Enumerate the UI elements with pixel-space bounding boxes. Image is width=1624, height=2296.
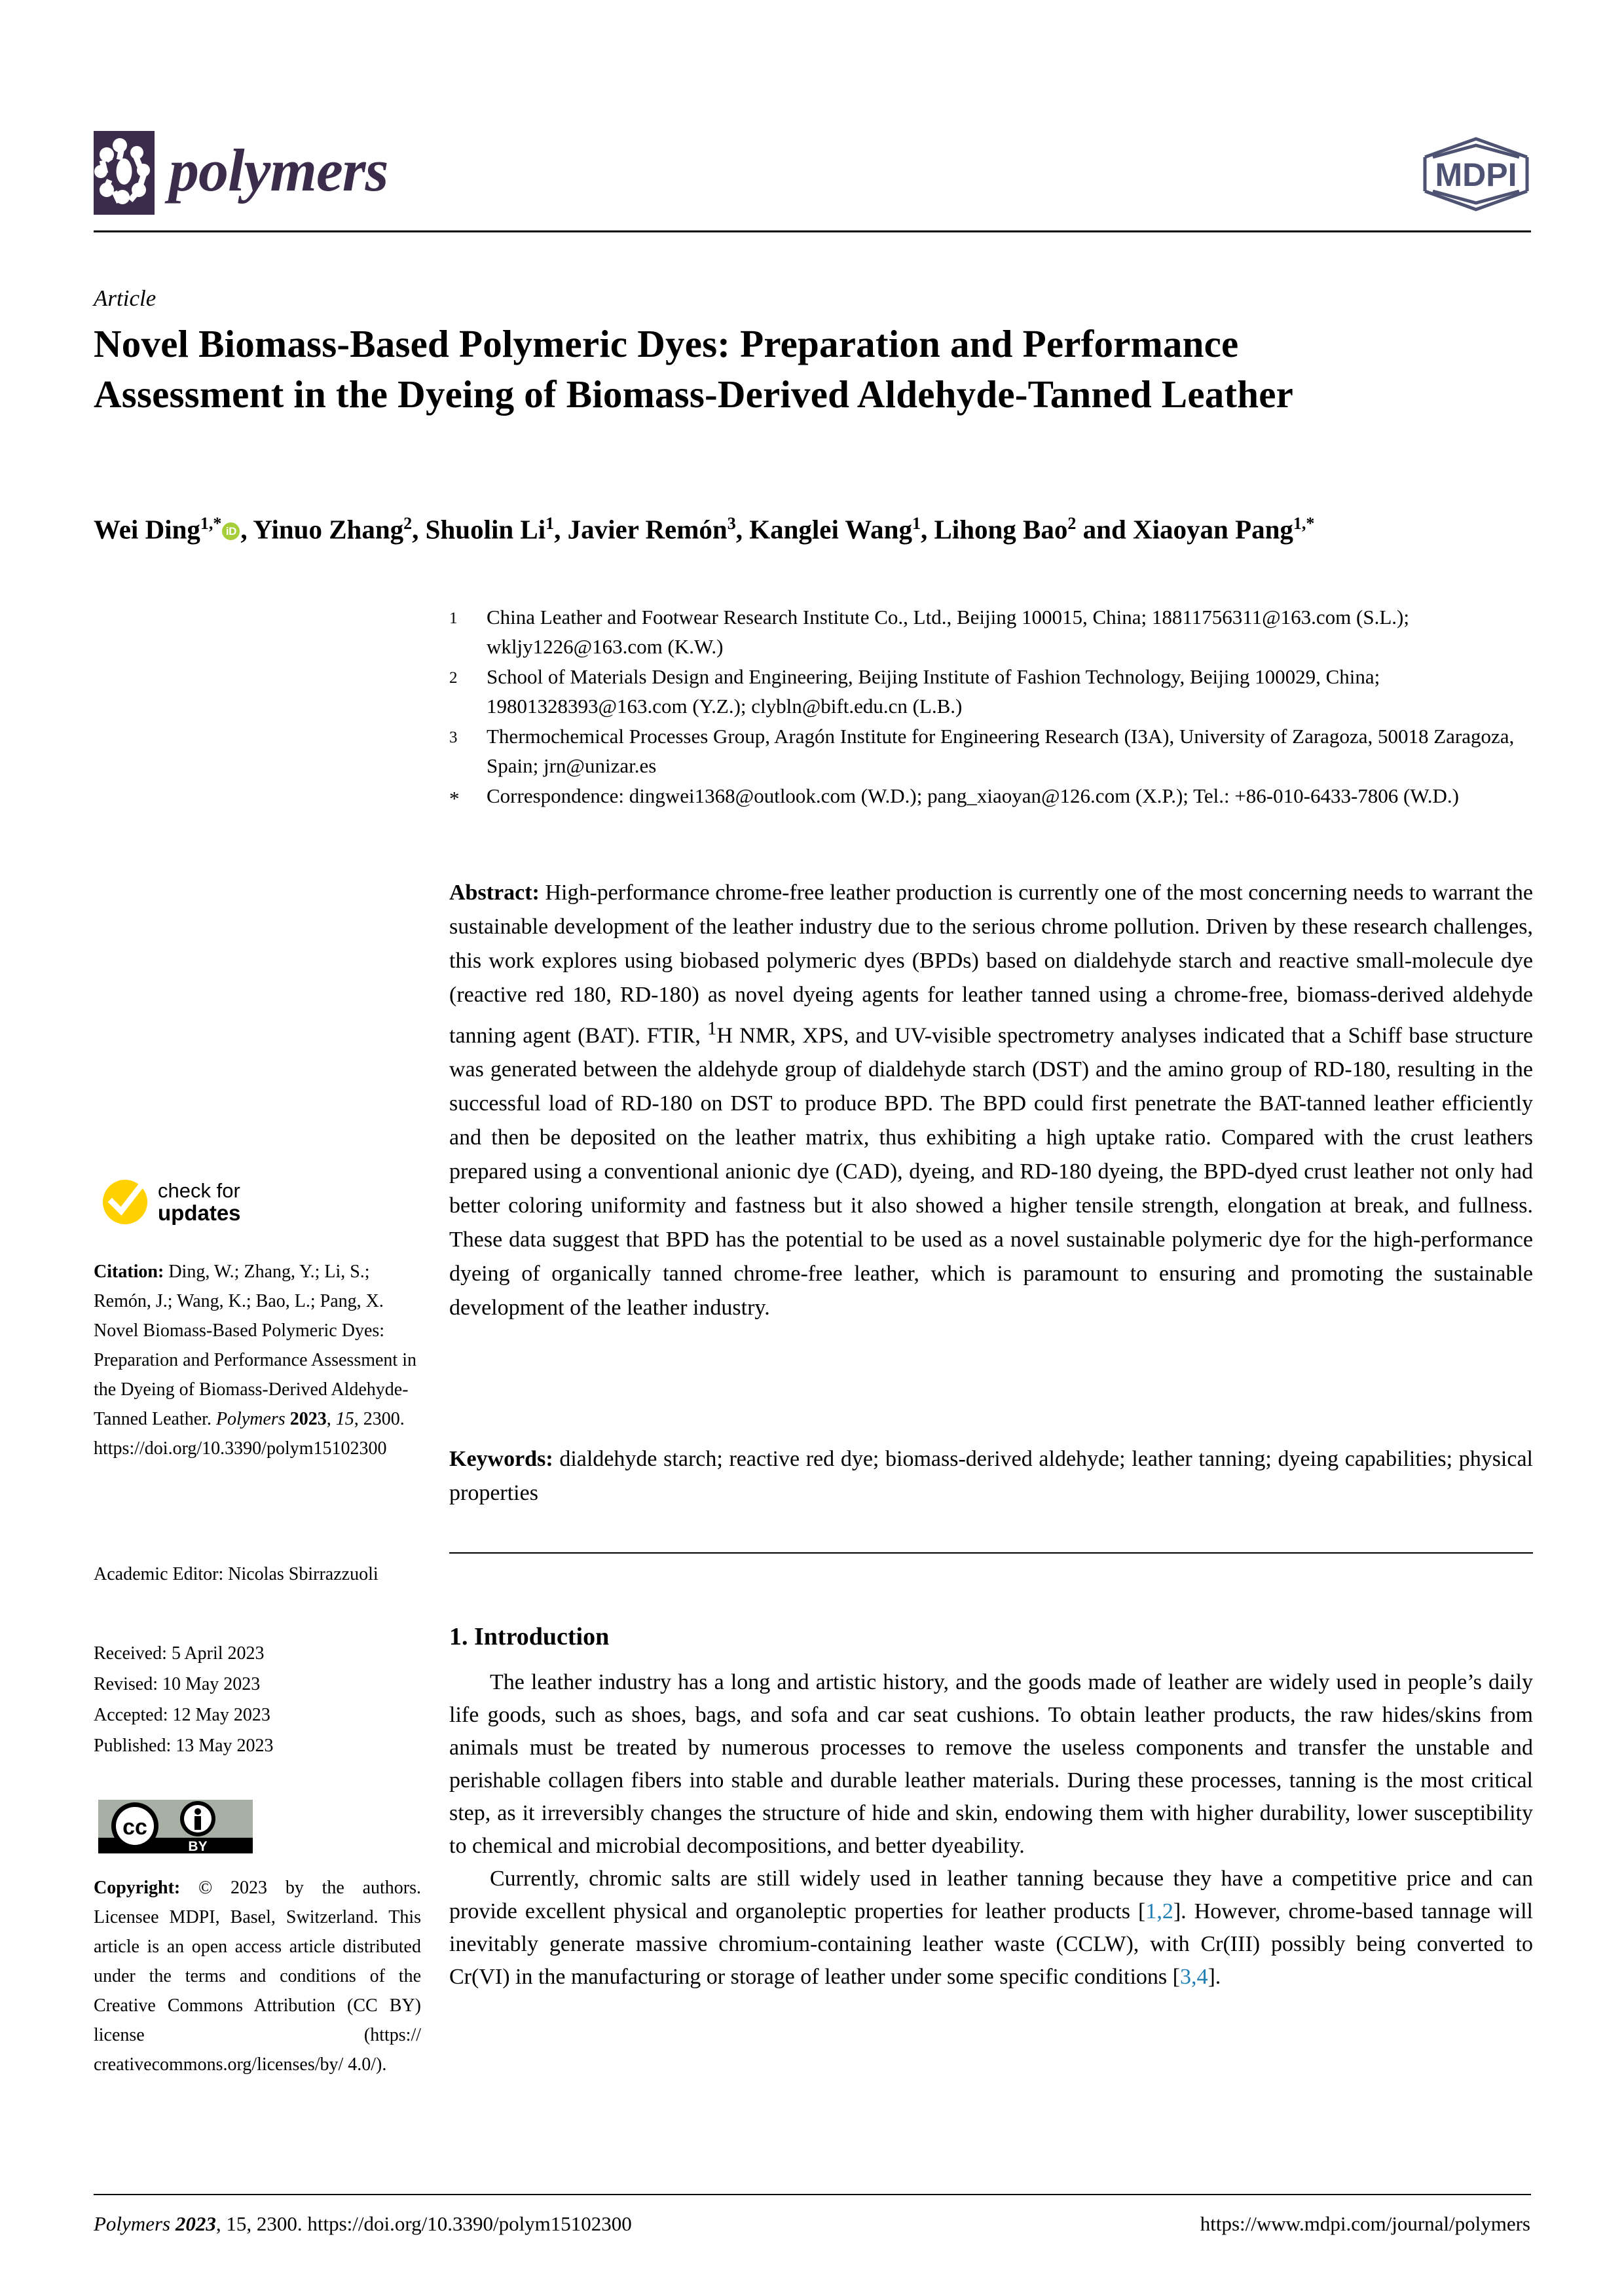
cc-by-license-icon[interactable] [98,1800,253,1853]
abstract-label: Abstract: [449,881,540,905]
keywords-block [449,1442,1533,1510]
author-name: Wei Ding [94,514,200,545]
affiliation-item [449,662,1533,721]
author-affil-marker: 1,* [1293,514,1315,533]
author-name: Xiaoyan Pang [1133,514,1293,545]
article-type-label: Article [94,285,157,311]
abstract-block [449,876,1533,1325]
citation-authors-title: Ding, W.; Zhang, Y.; Li, S.; Remón, J.; Wang, K.; Bao, L.; Pang, X. Novel Biomass-Based Polymeric Dyes: Preparation and Performance Assessment in the Dyeing of Biomass-Derived Aldehyde-Tanned Leather. [94,1262,416,1429]
affiliation-text: School of Materials Design and Engineering, Beijing Institute of Fashion Technology, Beijing 100029, China; 19801328393@163.com (Y.Z.); clybln@bift.edu.cn (L.B.) [487,665,1380,718]
citation-comma2: , [354,1409,363,1429]
svg-text:BY: BY [188,1839,208,1853]
check-for-updates-badge[interactable] [101,1178,241,1226]
affiliation-marker: 2 [449,669,458,687]
correspondence-text: Correspondence: dingwei1368@outlook.com (W.D.); pang_xiaoyan@126.com (X.P.); Tel.: +86-010-6433-7806 (W.D.) [487,784,1459,807]
check-circle-icon [101,1178,149,1226]
date-published: Published: 13 May 2023 [94,1736,274,1756]
author-affil-marker: 1 [545,514,555,533]
citation-journal: Polymers [215,1409,286,1429]
paragraph-text-b: ]. However, chrome-based tannage will inevitably generate massive chromium-containing leather waste (CCLW), with Cr(III) possibly being converted to Cr(VI) in the manufacturing or storage of leather under some specific conditions [ [449,1899,1533,1989]
author-affil-marker: 1 [912,514,921,533]
date-accepted: Accepted: 12 May 2023 [94,1705,270,1725]
affiliation-item [449,602,1533,661]
keywords-text: dialdehyde starch; reactive red dye; biomass-derived aldehyde; leather tanning; dyeing capabilities; physical properties [449,1447,1534,1505]
footer-divider [94,2194,1531,2195]
check-updates-line2: updates [158,1201,241,1225]
paragraph-text-c: ]. [1208,1965,1221,1989]
publication-dates [94,1638,421,1761]
journal-logo [94,131,388,215]
svg-text:cc: cc [122,1815,147,1840]
keywords-label: Keywords: [449,1447,553,1471]
header-divider [94,230,1531,232]
polymers-logo-icon [94,131,155,215]
citation-label: Citation: [94,1262,164,1282]
author-name: Kanglei Wang [749,514,912,545]
author-name: Javier Remón [567,514,728,545]
affiliation-text: China Leather and Footwear Research Institute Co., Ltd., Beijing 100015, China; 18811756311@163.com (S.L.); wkljy1226@163.com (K.W.) [487,606,1409,658]
author-name: Yinuo Zhang [253,514,404,545]
author-name: Lihong Bao [934,514,1068,545]
abstract-text-part2: H NMR, XPS, and UV-visible spectrometry analyses indicated that a Schiff base structure was generated between the aldehyde group of dialdehyde starch (DST) and the amino group of RD-180, resulting in the successful load of RD-180 on DST to produce BPD. The BPD could first penetrate the BAT-tanned leather efficiently and then be deposited on the leather matrix, thus exhibiting a high uptake ratio. Compared with the crust leathers prepared using a conventional anionic dye (CAD), dyeing, and RD-180 dyeing, the BPD-dyed crust leather not only had better coloring uniformity and fastness but it also showed a higher tensile strength, elongation at break, and fullness. These data suggest that BPD has the potential to be used as a novel sustainable polymeric dye for the high-performance dyeing of organically tanned chrome-free leather, which is paramount to ensuring and promoting the sustainable development of the leather industry. [449,1023,1533,1321]
paragraph: The leather industry has a long and artistic history, and the goods made of leather are widely used in people’s daily life goods, such as shoes, bags, and sofa and car seat cushions. To obtain leather products, the raw hides/skins from animals must be treated by numerous processes to remove the useless components and transfer the unstable and perishable collagen fibers into stable and durable leather materials. During these processes, tanning is the most critical step, as it irreversibly changes the structure of hide and skin, endowing them with higher durability, lower susceptibility to chemical and microbial decompositions, and better dyeability. [449,1670,1533,1858]
citation-link-3-4[interactable]: 3,4 [1179,1965,1208,1989]
affiliation-list [449,602,1533,814]
correspondence-marker: * [449,787,460,810]
abstract-text-part1: High-performance chrome-free leather production is currently one of the most concerning needs to warrant the sustainable development of the leather industry due to the serious chrome pollution. Driven by these research challenges, this work explores using biobased polymeric dyes (BPDs) based on dialdehyde starch and reactive small-molecule dye (reactive red 180, RD-180) as novel dyeing agents for leather tanned using a chrome-free, biomass-derived aldehyde tanning agent (BAT). FTIR, [449,881,1534,1048]
author-affil-marker: 3 [727,514,736,533]
affiliation-marker: 1 [449,610,458,627]
affiliation-item [449,721,1533,780]
correspondence-item [449,781,1533,813]
footer-journal: Polymers [94,2212,171,2235]
author-affil-marker: 2 [1067,514,1077,533]
citation-volume: 15 [335,1409,354,1429]
citation-link-1-2[interactable]: 1,2 [1145,1899,1173,1923]
citation-block [94,1257,421,1463]
author-separator: , [920,514,934,545]
footer-citation [94,2212,632,2236]
journal-title-wordmark: polymers [169,137,388,204]
copyright-text: © 2023 by the authors. Licensee MDPI, Basel, Switzerland. This article is an open access article distributed under the terms and conditions of the Creative Commons Attribution (CC BY) license (https:// creativecommons.org/licenses/by/ 4.0/). [94,1878,421,2075]
author-name: Shuolin Li [425,514,546,545]
paragraph [449,1863,1533,1994]
copyright-label: Copyright: [94,1878,181,1898]
citation-year: 2023 [289,1409,327,1429]
footer-rest: , 15, 2300. https://doi.org/10.3390/polym15102300 [215,2212,632,2235]
orcid-icon[interactable]: iD [222,522,240,540]
author-separator: , [554,514,568,545]
citation-comma: , [326,1409,336,1429]
mdpi-logo-icon [1421,135,1531,213]
paragraph-text-a: Currently, chromic salts are still widely used in leather tanning because they have a competitive price and can provide excellent physical and organoleptic properties for leather products [ [449,1867,1533,1923]
date-revised: Revised: 10 May 2023 [94,1674,261,1694]
page-title: Novel Biomass-Based Polymeric Dyes: Preparation and Performance Assessment in the Dyeing of Biomass-Derived Aldehyde-Tanned Leather [94,322,1294,416]
author-separator: , [240,514,253,545]
citation-doi-link[interactable]: https://doi.org/10.3390/polym15102300 [94,1438,387,1459]
author-affil-marker: 1,* [200,514,222,533]
author-separator: and [1076,514,1134,545]
footer-year: 2023 [175,2212,216,2235]
affiliation-text: Thermochemical Processes Group, Aragón Institute for Engineering Research (I3A), University of Zaragoza, 50018 Zaragoza, Spain; jrn@unizar.es [487,725,1515,777]
abstract-superscript: 1 [707,1019,717,1039]
author-separator: , [412,514,426,545]
author-list [94,508,1534,545]
check-for-updates-label [158,1180,241,1224]
svg-text:MDPI: MDPI [1435,156,1517,193]
section-heading-introduction: 1. Introduction [449,1623,610,1650]
introduction-body [449,1666,1533,1994]
footer-journal-url[interactable]: https://www.mdpi.com/journal/polymers [1200,2212,1530,2235]
author-affil-marker: 2 [403,514,413,533]
academic-editor: Academic Editor: Nicolas Sbirrazzuoli [94,1564,378,1584]
affiliation-marker: 3 [449,729,458,746]
page-header [94,131,1531,229]
citation-pages: 2300. [363,1409,405,1429]
date-received: Received: 5 April 2023 [94,1643,265,1664]
copyright-block [94,1873,421,2079]
keywords-divider [449,1552,1533,1554]
author-separator: , [735,514,750,545]
check-updates-line1: check for [158,1179,240,1202]
